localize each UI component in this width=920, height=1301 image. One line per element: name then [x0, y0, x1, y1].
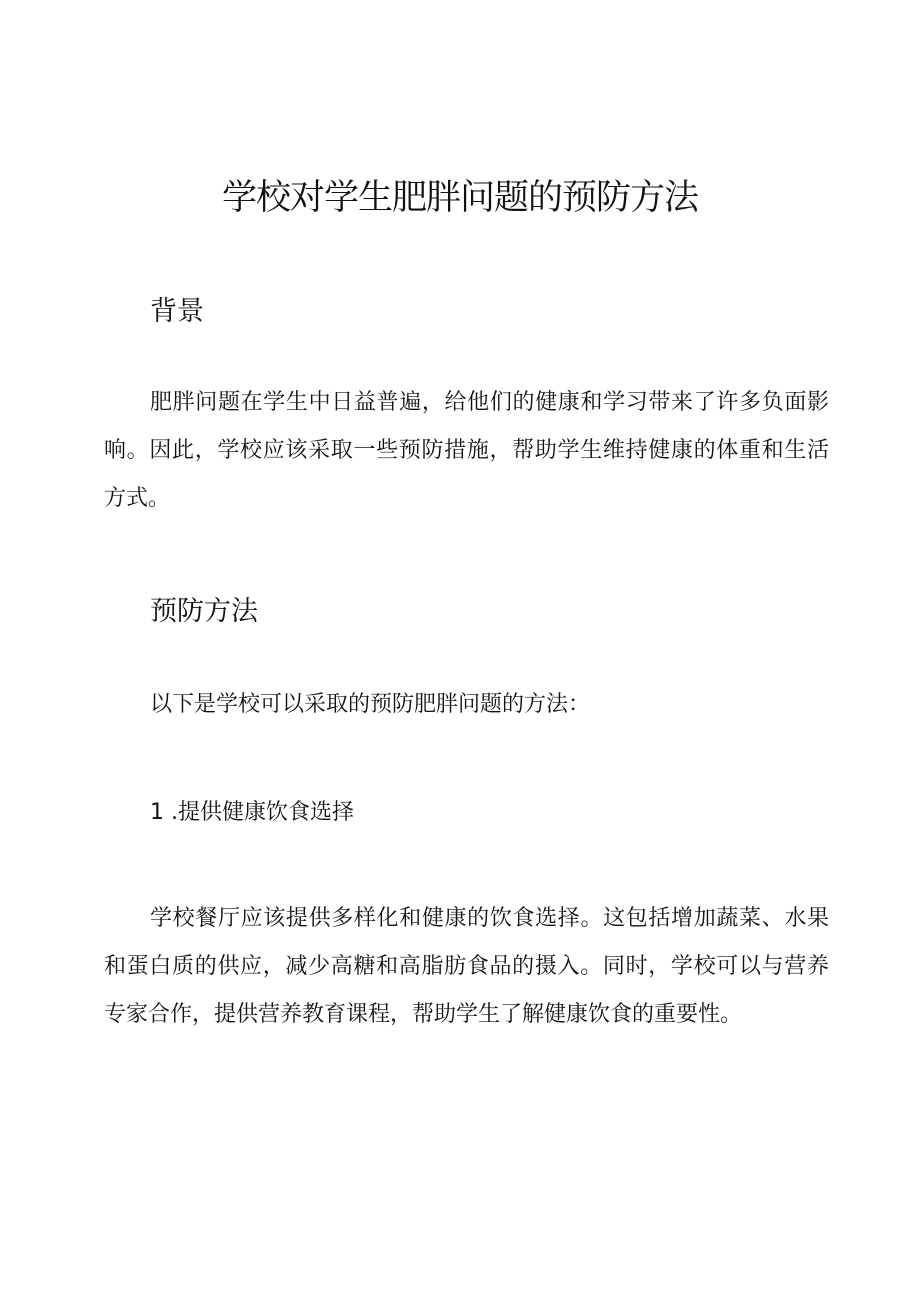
document-title: 学校对学生肥胖问题的预防方法: [221, 178, 698, 218]
section-heading-prevention: 预防方法: [150, 596, 258, 627]
item-heading-healthy-diet: 1 .提供健康饮食选择: [150, 800, 354, 825]
prevention-intro: 以下是学校可以采取的预防肥胖问题的方法：: [150, 692, 591, 717]
section-heading-background: 背景: [150, 296, 204, 327]
healthy-diet-paragraph: 学校餐厅应该提供多样化和健康的饮食选择。这包括增加蔬菜、水果和蛋白质的供应，减少高糖和高脂肪食品的摄入。同时，学校可以与营养专家合作，提供营养教育课程，帮助学生了解健康饮食的重要性。: [104, 906, 829, 1027]
background-paragraph: 肥胖问题在学生中日益普遍，给他们的健康和学习带来了许多负面影响。因此，学校应该采取一些预防措施，帮助学生维持健康的体重和生活方式。: [104, 390, 829, 511]
